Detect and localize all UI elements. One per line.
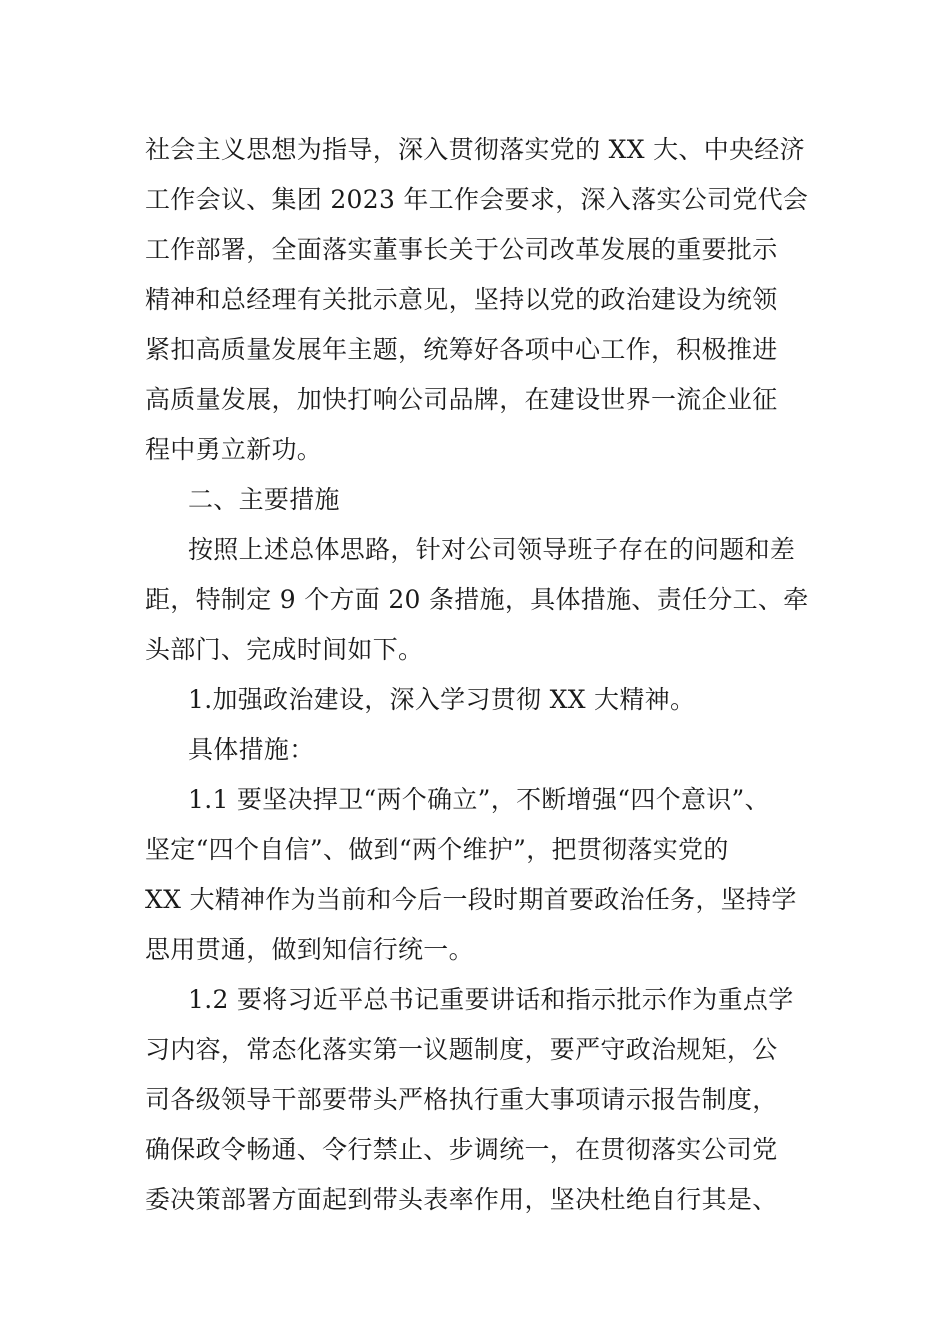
text-line: 社会主义思想为指导，深入贯彻落实党的 XX 大、中央经济 xyxy=(145,135,805,164)
text-line: 按照上述总体思路，针对公司领导班子存在的问题和差 xyxy=(188,535,796,564)
text-line: 坚定“四个自信”、做到“两个维护”，把贯彻落实党的 xyxy=(145,835,729,864)
text-line: 精神和总经理有关批示意见，坚持以党的政治建设为统领 xyxy=(145,285,778,314)
section-heading: 二、主要措施 xyxy=(188,485,340,514)
text-line: 紧扣高质量发展年主题，统筹好各项中心工作，积极推进 xyxy=(145,335,778,364)
text-line: 确保政令畅通、令行禁止、步调统一，在贯彻落实公司党 xyxy=(145,1135,778,1164)
text-line: XX 大精神作为当前和今后一段时期首要政治任务，坚持学 xyxy=(145,885,797,914)
text-line: 1.1 要坚决捍卫“两个确立”，不断增强“四个意识”、 xyxy=(188,785,770,814)
text-line: 高质量发展，加快打响公司品牌，在建设世界一流企业征 xyxy=(145,385,778,414)
text-line: 司各级领导干部要带头严格执行重大事项请示报告制度， xyxy=(145,1085,778,1114)
text-line: 具体措施： xyxy=(188,735,315,764)
text-line: 委决策部署方面起到带头表率作用，坚决杜绝自行其是、 xyxy=(145,1185,778,1214)
text-line: 工作会议、集团 2023 年工作会要求，深入落实公司党代会 xyxy=(145,185,809,214)
text-line: 工作部署，全面落实董事长关于公司改革发展的重要批示 xyxy=(145,235,778,264)
text-line: 程中勇立新功。 xyxy=(145,435,323,464)
item-heading: 1.加强政治建设，深入学习贯彻 XX 大精神。 xyxy=(188,685,696,714)
text-line: 头部门、完成时间如下。 xyxy=(145,635,424,664)
text-line: 习内容，常态化落实第一议题制度，要严守政治规矩，公 xyxy=(145,1035,778,1064)
text-line: 1.2 要将习近平总书记重要讲话和指示批示作为重点学 xyxy=(188,985,794,1014)
text-line: 距，特制定 9 个方面 20 条措施，具体措施、责任分工、牵 xyxy=(145,585,809,614)
text-line: 思用贯通，做到知信行统一。 xyxy=(145,935,474,964)
